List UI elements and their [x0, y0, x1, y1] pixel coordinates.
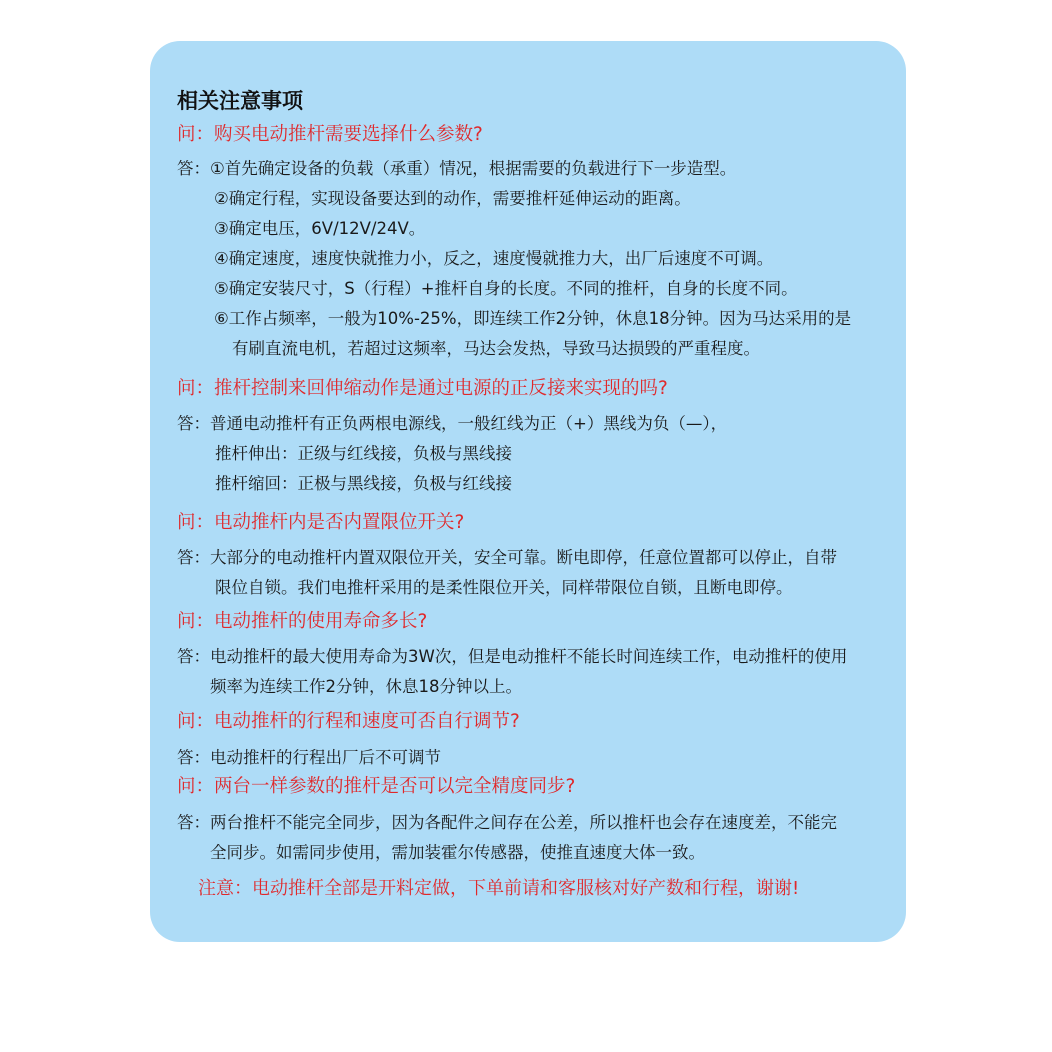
answer-4-line-1: 答：电动推杆的最大使用寿命为3W次，但是电动推杆不能长时间连续工作，电动推杆的使用 [177, 647, 848, 666]
answer-3-line-2: 限位自锁。我们电推杆采用的是柔性限位开关，同样带限位自锁，且断电即停。 [215, 578, 793, 597]
answer-6-line-1: 答：两台推杆不能完全同步，因为各配件之间存在公差，所以推杆也会存在速度差，不能完 [177, 813, 837, 832]
answer-1-line-6: ⑥工作占频率，一般为10%-25%，即连续工作2分钟，休息18分钟。因为马达采用的是 [214, 309, 852, 328]
question-3: 问：电动推杆内是否内置限位开关? [177, 512, 465, 533]
page-title: 相关注意事项 [177, 89, 303, 113]
answer-1-line-2: ②确定行程，实现设备要达到的动作，需要推杆延伸运动的距离。 [214, 189, 691, 208]
question-4: 问：电动推杆的使用寿命多长? [177, 611, 428, 632]
answer-1-line-4: ④确定速度，速度快就推力小，反之，速度慢就推力大，出厂后速度不可调。 [214, 249, 774, 268]
answer-5-line-1: 答：电动推杆的行程出厂后不可调节 [177, 748, 441, 767]
answer-2-line-3: 推杆缩回：正极与黑线接，负极与红线接 [215, 474, 512, 493]
answer-1-line-3: ③确定电压，6V/12V/24V。 [214, 219, 426, 238]
faq-card [150, 41, 906, 942]
question-6: 问：两台一样参数的推杆是否可以完全精度同步? [177, 776, 576, 797]
question-2: 问：推杆控制来回伸缩动作是通过电源的正反接来实现的吗? [177, 378, 668, 399]
answer-1-line-7: 有刷直流电机，若超过这频率，马达会发热，导致马达损毁的严重程度。 [232, 339, 760, 358]
answer-3-line-1: 答：大部分的电动推杆内置双限位开关，安全可靠。断电即停，任意位置都可以停止，自带 [177, 548, 837, 567]
answer-4-line-2: 频率为连续工作2分钟，休息18分钟以上。 [210, 677, 522, 696]
answer-1-line-5: ⑤确定安装尺寸，S（行程）+推杆自身的长度。不同的推杆，自身的长度不同。 [214, 279, 798, 298]
answer-6-line-2: 全同步。如需同步使用，需加装霍尔传感器，使推直速度大体一致。 [210, 843, 705, 862]
notice-text: 注意：电动推杆全部是开料定做，下单前请和客服核对好产数和行程，谢谢! [198, 878, 800, 899]
question-5: 问：电动推杆的行程和速度可否自行调节? [177, 711, 520, 732]
answer-2-line-2: 推杆伸出：正级与红线接，负极与黑线接 [215, 444, 512, 463]
question-1: 问：购买电动推杆需要选择什么参数? [177, 124, 483, 145]
answer-2-line-1: 答：普通电动推杆有正负两根电源线，一般红线为正（+）黑线为负（—）， [177, 414, 728, 433]
answer-1-line-1: 答：①首先确定设备的负载（承重）情况，根据需要的负载进行下一步造型。 [177, 159, 737, 178]
